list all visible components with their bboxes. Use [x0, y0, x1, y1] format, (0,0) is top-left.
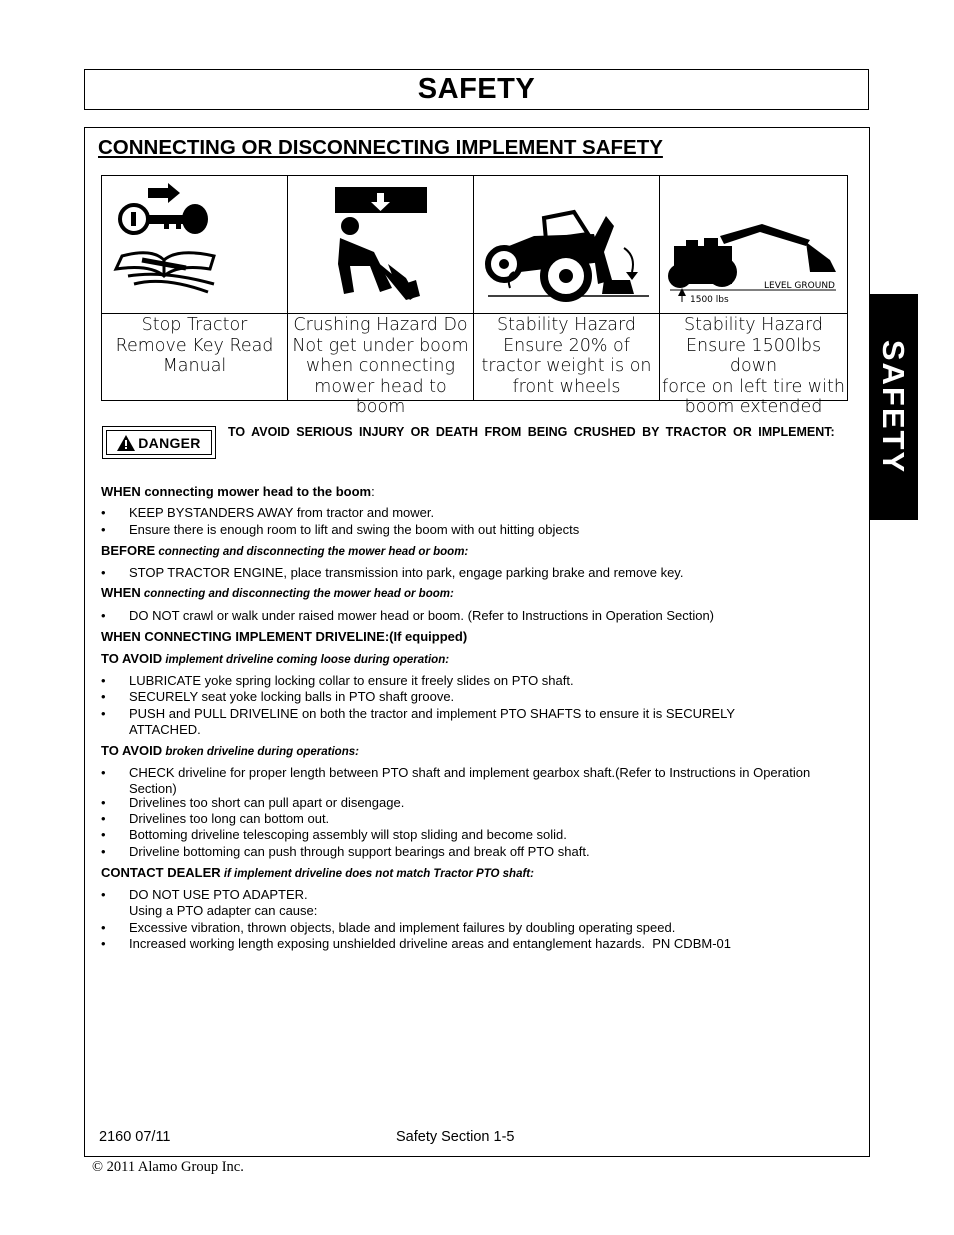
sign-stability-front-caption: Stability Hazard Ensure 20% of tractor weight is on front wheels	[474, 314, 660, 400]
footer-page-number: Safety Section 1-5	[396, 1129, 515, 1145]
sign-stability-boom-image	[660, 176, 847, 314]
sign-stop-tractor-image	[102, 176, 288, 314]
key-and-manual-icon	[102, 176, 287, 313]
level-ground-label: LEVEL GROUND	[764, 281, 835, 291]
copyright: © 2011 Alamo Group Inc.	[92, 1159, 244, 1175]
warning-triangle-icon	[117, 435, 135, 451]
page-header	[84, 69, 869, 110]
side-tab-label: SAFETY	[876, 339, 912, 475]
sign-stability-front-image	[474, 176, 660, 314]
section-title: CONNECTING OR DISCONNECTING IMPLEMENT SAFETY	[98, 136, 663, 159]
page-title: SAFETY	[417, 73, 536, 105]
sign-stability-boom-caption: Stability Hazard Ensure 1500lbs down force on left tire with boom extended	[662, 315, 845, 417]
before-heading: BEFORE connecting and disconnecting the mower head or boom:	[101, 543, 469, 558]
sign-crushing-hazard-image	[288, 176, 474, 314]
boom-extended-icon	[660, 176, 846, 313]
crush-hazard-icon	[288, 176, 473, 313]
when-heading: WHEN connecting and disconnecting the mower head or boom:	[101, 585, 454, 600]
avoid-loose-heading: TO AVOID implement driveline coming loose during operation:	[101, 651, 450, 666]
danger-badge	[102, 426, 216, 459]
contact-dealer-heading: CONTACT DEALER if implement driveline does not match Tractor PTO shaft:	[101, 865, 534, 880]
tractor-stability-icon	[474, 176, 659, 313]
footer-model-date: 2160 07/11	[99, 1129, 171, 1145]
avoid-broken-heading: TO AVOID broken driveline during operations:	[101, 743, 359, 758]
sign-crushing-hazard-caption: Crushing Hazard Do Not get under boom when connecting mower head to boom	[288, 314, 474, 400]
sign-stop-tractor-caption: Stop Tractor Remove Key Read Manual	[102, 314, 288, 400]
side-tab	[869, 294, 918, 520]
when-connecting-heading: WHEN connecting mower head to the boom:	[101, 484, 375, 499]
danger-message: TO AVOID SERIOUS INJURY OR DEATH FROM BEING CRUSHED BY TRACTOR OR IMPLEMENT:	[228, 425, 835, 439]
safety-sign-panel	[101, 175, 848, 417]
driveline-heading: WHEN CONNECTING IMPLEMENT DRIVELINE:(If equipped)	[101, 629, 468, 644]
danger-label: DANGER	[138, 434, 201, 451]
weight-label: 1500 lbs	[690, 295, 729, 305]
